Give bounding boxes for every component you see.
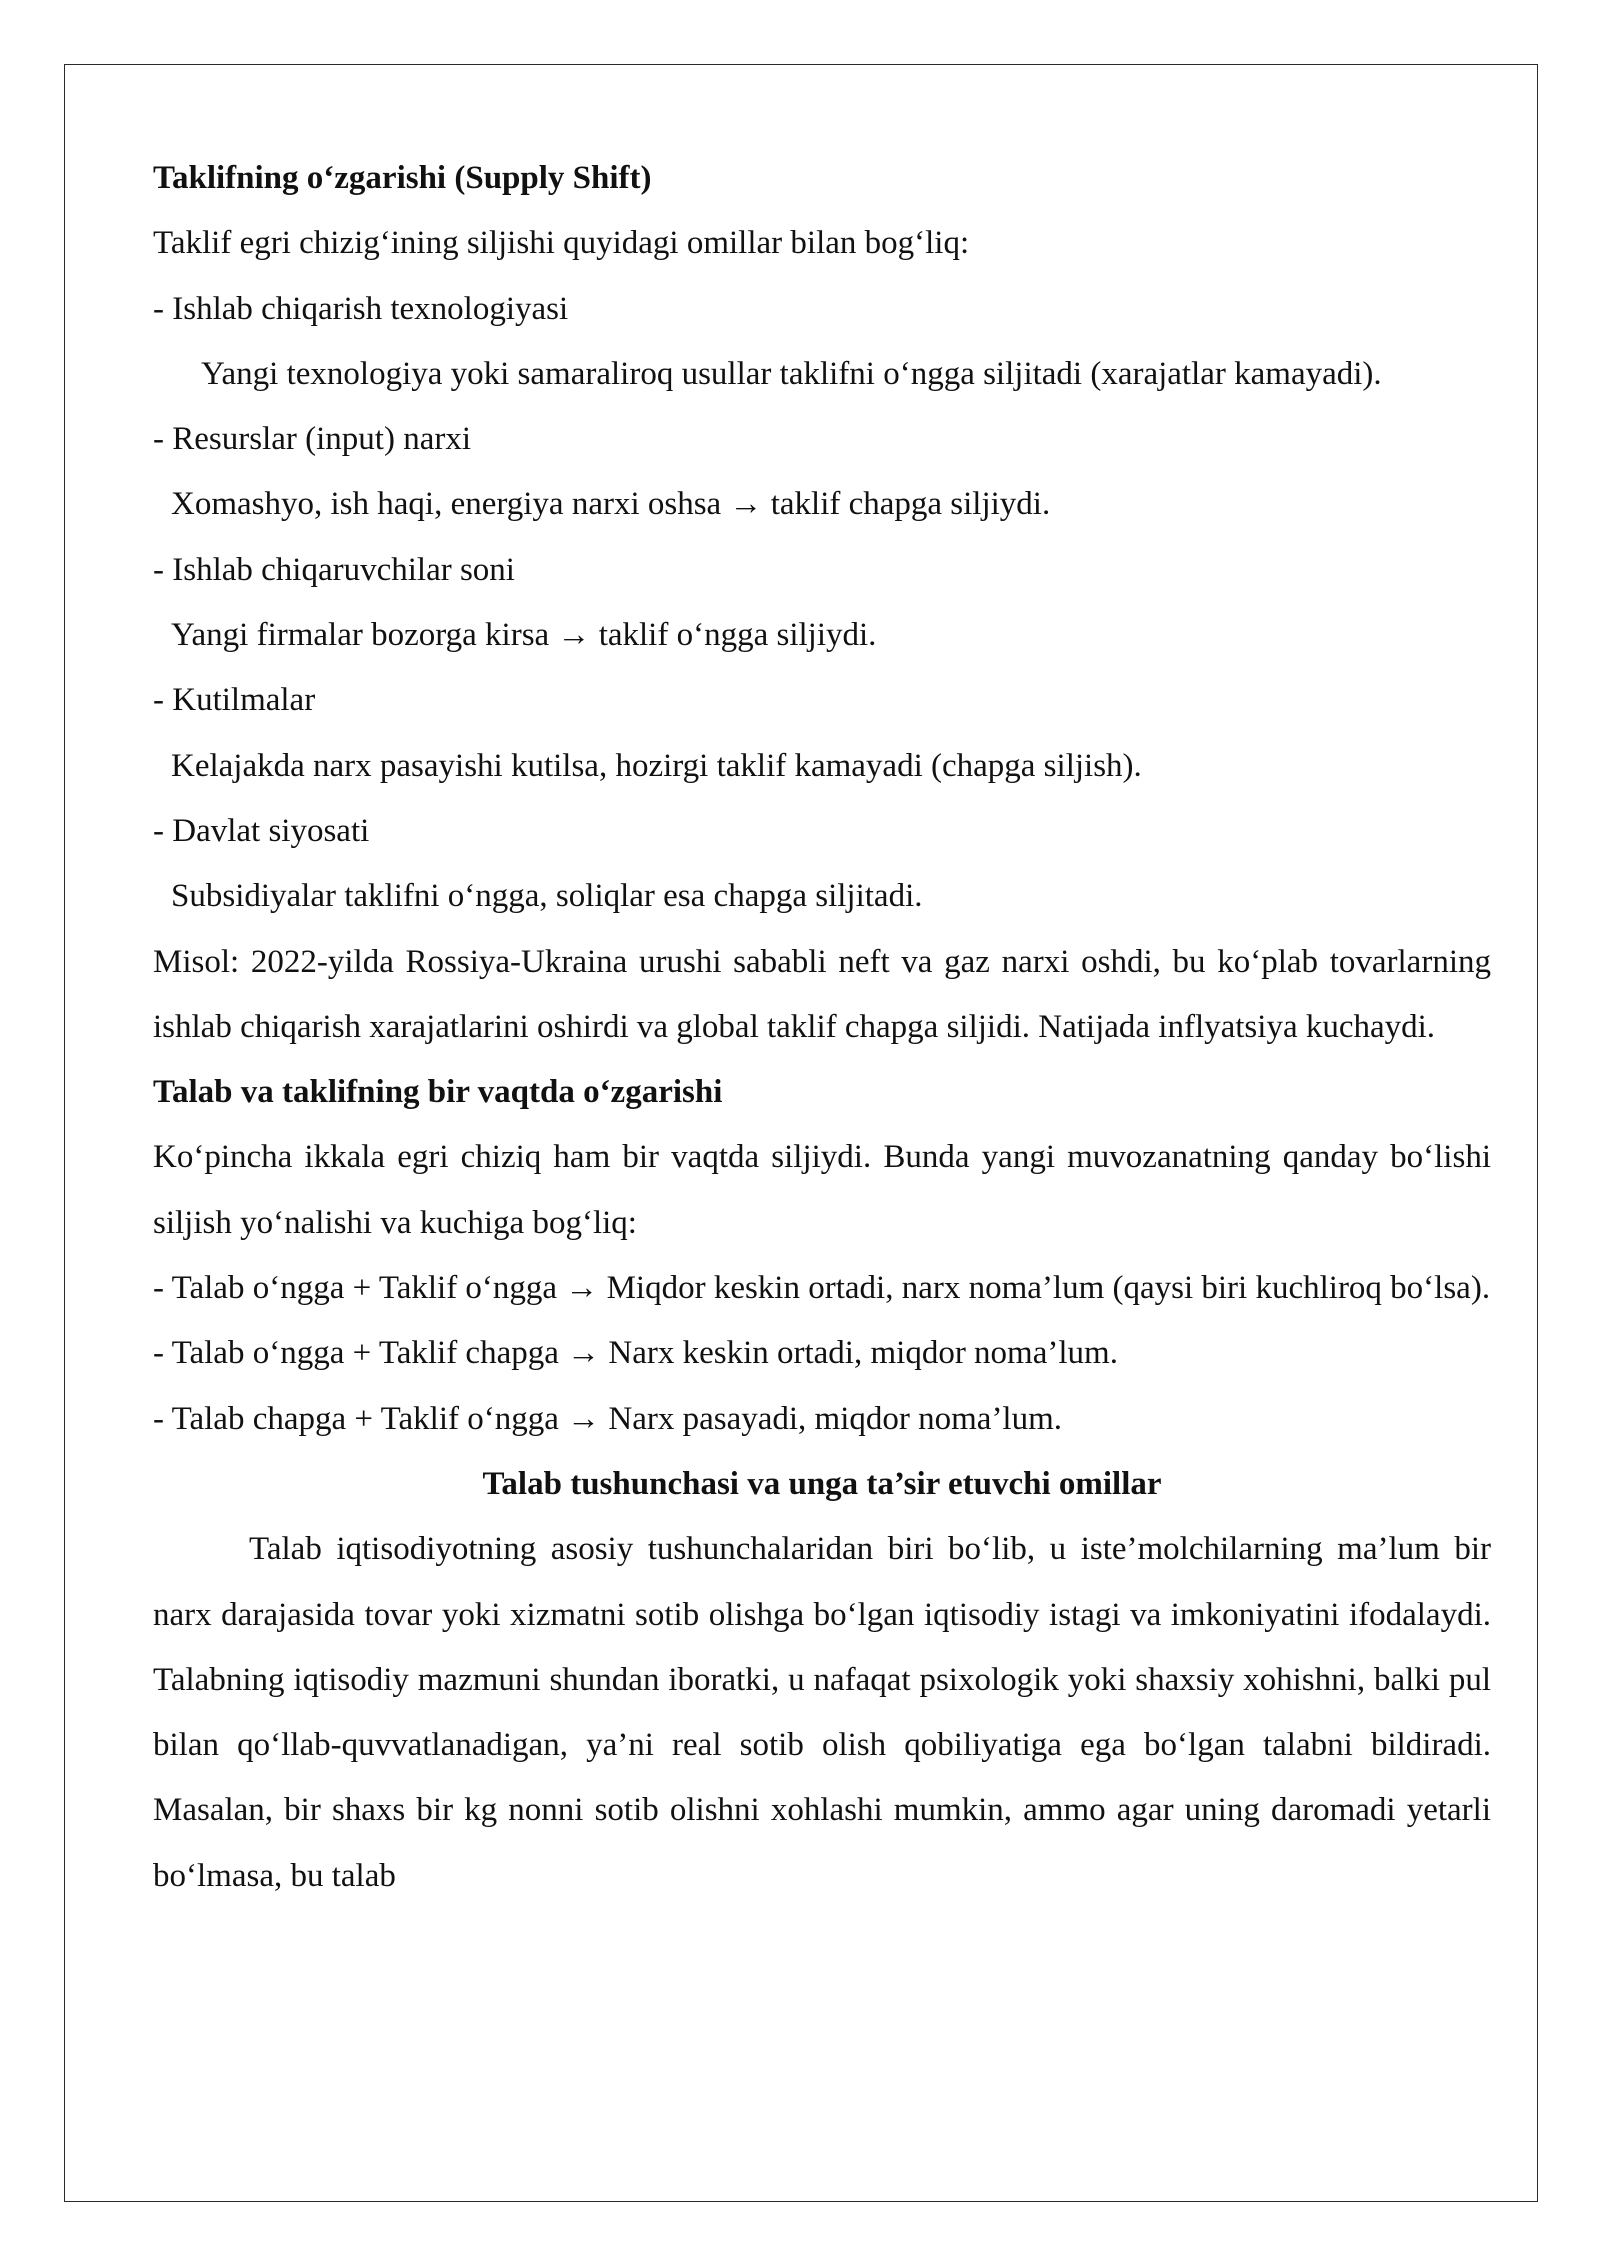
case-item: - Talab o‘ngga + Taklif chapga → Narx keskin ortadi, miqdor noma’lum. [153, 1335, 1118, 1372]
heading-supply-shift: Taklifning o‘zgarishi (Supply Shift) [153, 160, 652, 196]
factor-desc: Xomashyo, ish haqi, energiya narxi oshsa → taklif chapga siljiydi. [171, 486, 1051, 523]
heading-simultaneous: Talab va taklifning bir vaqtda o‘zgarishi [153, 1074, 723, 1111]
factor-title: - Davlat siyosati [153, 812, 370, 849]
heading-demand: Talab tushunchasi va unga ta’sir etuvchi omillar [482, 1465, 1162, 1502]
simultaneous-intro: Ko‘pincha ikkala egri chiziq ham bir vaqtda siljiydi. Bunda yangi muvozanatning qanday bo‘lishi siljish yo‘nalishi va kuchiga bog‘liq: [153, 1139, 1491, 1241]
factor-desc: Yangi texnologiya yoki samaraliroq usullar taklifni o‘ngga siljitadi (xarajatlar kamayadi). [201, 355, 1382, 392]
document-body [153, 146, 1491, 1909]
case-item: - Talab chapga + Taklif o‘ngga → Narx pasayadi, miqdor noma’lum. [153, 1400, 1063, 1437]
example-paragraph: Misol: 2022-yilda Rossiya-Ukraina urushi sababli neft va gaz narxi oshdi, bu ko‘plab tovarlarning ishlab chiqarish xarajatlarini oshirdi va global taklif chapga siljidi. Natijada inflyatsiya kuchaydi. [153, 943, 1491, 1045]
factor-title: - Resurslar (input) narxi [153, 421, 471, 458]
supply-intro: Taklif egri chizig‘ining siljishi quyidagi omillar bilan bog‘liq: [153, 225, 970, 262]
factor-title: - Ishlab chiqaruvchilar soni [153, 551, 515, 588]
factor-desc: Subsidiyalar taklifni o‘ngga, soliqlar esa chapga siljitadi. [171, 878, 923, 915]
demand-paragraph: Talab iqtisodiyotning asosiy tushunchalaridan biri bo‘lib, u iste’molchilarning ma’lum bir narx darajasida tovar yoki xizmatni sotib olishga bo‘lgan iqtisodiy istagi va imkoniyatini ifodalaydi. Talabning iqtisodiy mazmuni shundan iboratki, u nafaqat psixologik yoki shaxsiy xohishni, balki pul bilan qo‘llab-quvvatlanadigan, ya’ni real sotib olish qobiliyatiga ega bo‘lgan talabni bildiradi. Masalan, bir shaxs bir kg nonni sotib olishni xohlashi mumkin, ammo agar uning daromadi yetarli bo‘lmasa, bu talab [153, 1531, 1491, 1894]
factor-desc: Yangi firmalar bozorga kirsa → taklif o‘ngga siljiydi. [171, 617, 877, 654]
factor-title: - Kutilmalar [153, 682, 316, 719]
factor-desc: Kelajakda narx pasayishi kutilsa, hozirgi taklif kamayadi (chapga siljish). [171, 747, 1142, 784]
factor-title: - Ishlab chiqarish texnologiyasi [153, 290, 569, 327]
case-item: - Talab o‘ngga + Taklif o‘ngga → Miqdor keskin ortadi, narx noma’lum (qaysi biri kuchliroq bo‘lsa). [153, 1270, 1491, 1307]
